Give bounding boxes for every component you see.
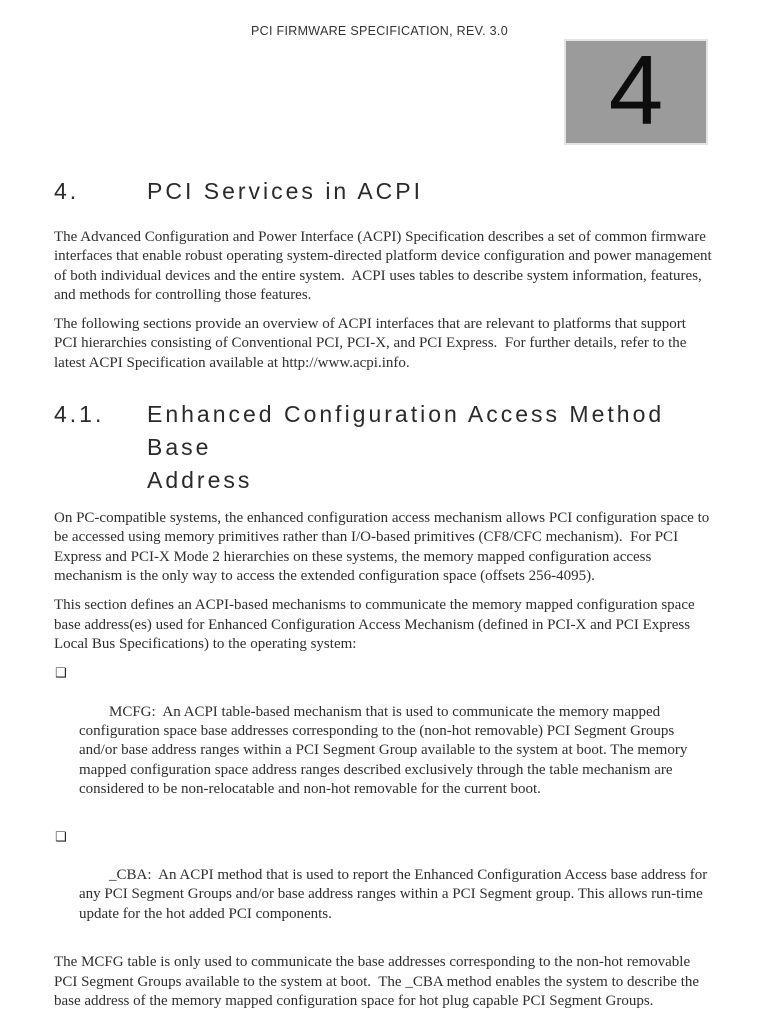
bullet-item-mcfg [54,664,712,818]
chapter-heading-title: PCI Services in ACPI [147,178,424,204]
section-heading [54,398,712,497]
chapter-heading-number: 4. [54,178,80,204]
chapter-number-tab [564,35,708,145]
section-heading-number: 4.1. [54,401,105,428]
bullet-list [54,664,712,943]
bullet-item-text: _CBA: An ACPI method that is used to report the Enhanced Configuration Access base address for any PCI Segment Groups and/or base address ranges within a PCI Segment group. This allows run-time update for the hot added PCI components. [79,867,711,922]
chapter-heading [54,176,712,207]
section-paragraph-2: This section defines an ACPI-based mechanisms to communicate the memory mapped configuration space base address(es) used for Enhanced Configuration Access Mechanism (defined in PCI-X and PCI Express Local Bus Specifications) to the operating system: [54,597,699,652]
section-paragraph-3: The MCFG table is only used to communicate the base addresses corresponding to the non-hot removable PCI Segment Groups available to the system at boot. The _CBA method enables the system to describe the base address of the memory mapped configuration space for hot plug capable PCI Segment Groups. [54,954,703,1009]
chapter-number: 4 [608,35,664,145]
section-heading-title-line-1: Enhanced Configuration Access Method Base [147,401,665,461]
running-header: PCI FIRMWARE SPECIFICATION, REV. 3.0 [251,24,508,38]
page-content [54,176,716,1021]
square-bullet-icon: ❑ [55,829,67,845]
intro-paragraph-2: The following sections provide an overview of ACPI interfaces that are relevant to platforms that support PCI hierarchies consisting of Conventional PCI, PCI-X, and PCI Express. For further details, refer to the latest ACPI Specification available at http://www.acpi.info. [54,316,691,371]
section-paragraph-1: On PC-compatible systems, the enhanced configuration access mechanism allows PCI configuration space to be accessed using memory primitives rather than I/O-based primitives (CF8/CFC mechanism). For PCI Express and PCI-X Mode 2 hierarchies on these systems, the memory mapped configuration access mechanism is the only way to access the extended configuration space (offsets 256-4095). [54,510,713,584]
section-heading-title [147,398,712,497]
bullet-item-cba [54,828,712,944]
square-bullet-icon: ❑ [55,666,67,682]
section-heading-title-line-2: Address [147,467,253,494]
intro-paragraph-1: The Advanced Configuration and Power Interface (ACPI) Specification describes a set of common firmware interfaces that enable robust operating system-directed platform device configuration and power management of both individual devices and the entire system. ACPI uses tables to describe system information, features, and methods for controlling those features. [54,229,716,303]
bullet-item-text: MCFG: An ACPI table-based mechanism that is used to communicate the memory mapped configuration space base addresses corresponding to the (non-hot removable) PCI Segment Groups and/or base address ranges within a PCI Segment Group available to the system at boot. The memory mapped configuration space address ranges described exclusively through the table mechanism are considered to be non-relocatable and non-hot removable for the current boot. [79,703,692,797]
